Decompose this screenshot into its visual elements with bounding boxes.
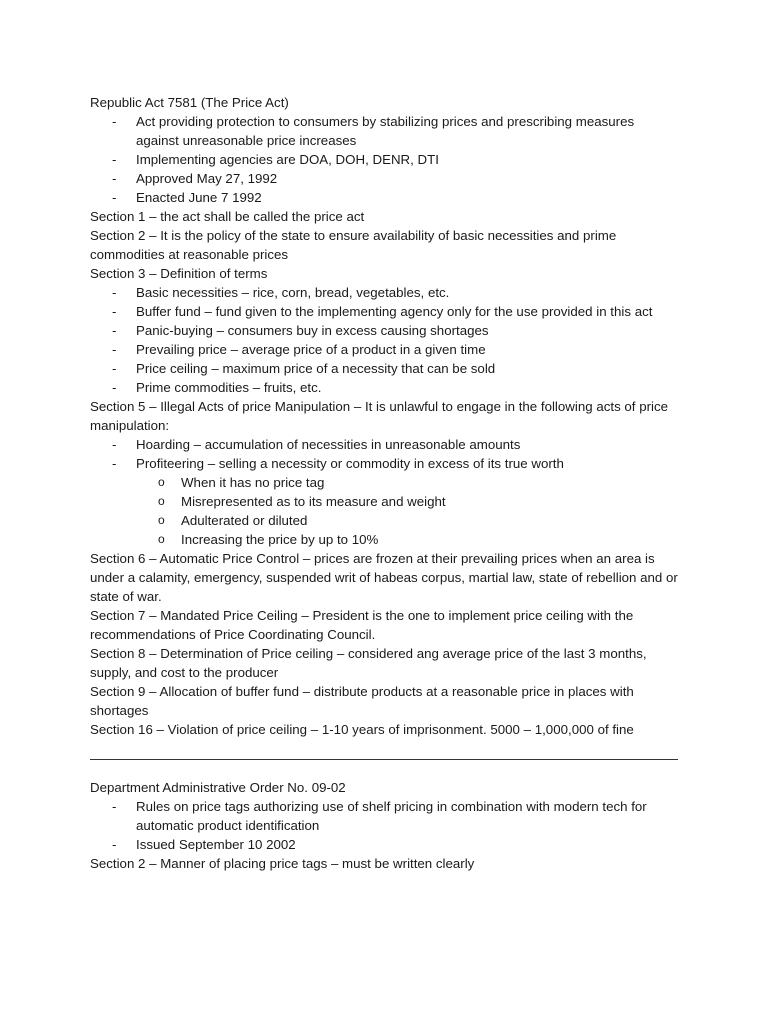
- list-item: - Hoarding – accumulation of necessities in unreasonable amounts: [90, 435, 680, 454]
- list-item: - Price ceiling – maximum price of a necessity that can be sold: [90, 359, 680, 378]
- section-8: Section 8 – Determination of Price ceiling – considered ang average price of the last 3 months, supply, and cost to the producer: [90, 646, 647, 680]
- list-item: - Buffer fund – fund given to the implementing agency only for the use provided in this act: [90, 302, 680, 321]
- list-item: o Adulterated or diluted: [90, 511, 680, 530]
- list-item: - Approved May 27, 1992: [90, 169, 680, 188]
- list-item: - Prevailing price – average price of a product in a given time: [90, 340, 680, 359]
- section-2: Section 2 – It is the policy of the state to ensure availability of basic necessities and prime commodities at reasonable prices: [90, 228, 617, 262]
- section-6: Section 6 – Automatic Price Control – prices are frozen at their prevailing prices when an area is under a calamity, emergency, suspended writ of habeas corpus, martial law, state of rebellion and or state of war.: [90, 551, 678, 604]
- section-7: Section 7 – Mandated Price Ceiling – President is the one to implement price ceiling with the recommendations of Price Coordinating Council.: [90, 608, 634, 642]
- list-item: o Increasing the price by up to 10%: [90, 530, 680, 549]
- dao-bullet-list: [90, 797, 680, 854]
- dao-heading: Department Administrative Order No. 09-02: [90, 780, 346, 795]
- definition-list: [90, 283, 680, 397]
- document-page: [90, 93, 680, 873]
- list-item: - Rules on price tags authorizing use of shelf pricing in combination with modern tech for automatic product identification: [90, 797, 680, 835]
- profiteering-sublist: [90, 473, 680, 549]
- section-1: Section 1 – the act shall be called the price act: [90, 209, 365, 224]
- list-item: - Act providing protection to consumers by stabilizing prices and prescribing measures against unreasonable price increases: [90, 112, 680, 150]
- ra-bullet-list: [90, 112, 680, 207]
- list-item: - Prime commodities – fruits, etc.: [90, 378, 680, 397]
- list-item: - Profiteering – selling a necessity or commodity in excess of its true worth: [90, 454, 680, 473]
- section-16: Section 16 – Violation of price ceiling – 1-10 years of imprisonment. 5000 – 1,000,000 of fine: [90, 722, 634, 737]
- illegal-acts-list: [90, 435, 680, 473]
- list-item: - Issued September 10 2002: [90, 835, 680, 854]
- section-9: Section 9 – Allocation of buffer fund – distribute products at a reasonable price in places with shortages: [90, 684, 634, 718]
- list-item: - Implementing agencies are DOA, DOH, DENR, DTI: [90, 150, 680, 169]
- section-3: Section 3 – Definition of terms: [90, 266, 268, 281]
- list-item: o When it has no price tag: [90, 473, 680, 492]
- list-item: - Panic-buying – consumers buy in excess causing shortages: [90, 321, 680, 340]
- dao-section-2: Section 2 – Manner of placing price tags – must be written clearly: [90, 856, 475, 871]
- list-item: o Misrepresented as to its measure and weight: [90, 492, 680, 511]
- horizontal-divider: [90, 759, 678, 760]
- list-item: - Basic necessities – rice, corn, bread, vegetables, etc.: [90, 283, 680, 302]
- list-item: - Enacted June 7 1992: [90, 188, 680, 207]
- ra-heading: Republic Act 7581 (The Price Act): [90, 95, 289, 110]
- section-5: Section 5 – Illegal Acts of price Manipulation – It is unlawful to engage in the following acts of price manipulation:: [90, 399, 669, 433]
